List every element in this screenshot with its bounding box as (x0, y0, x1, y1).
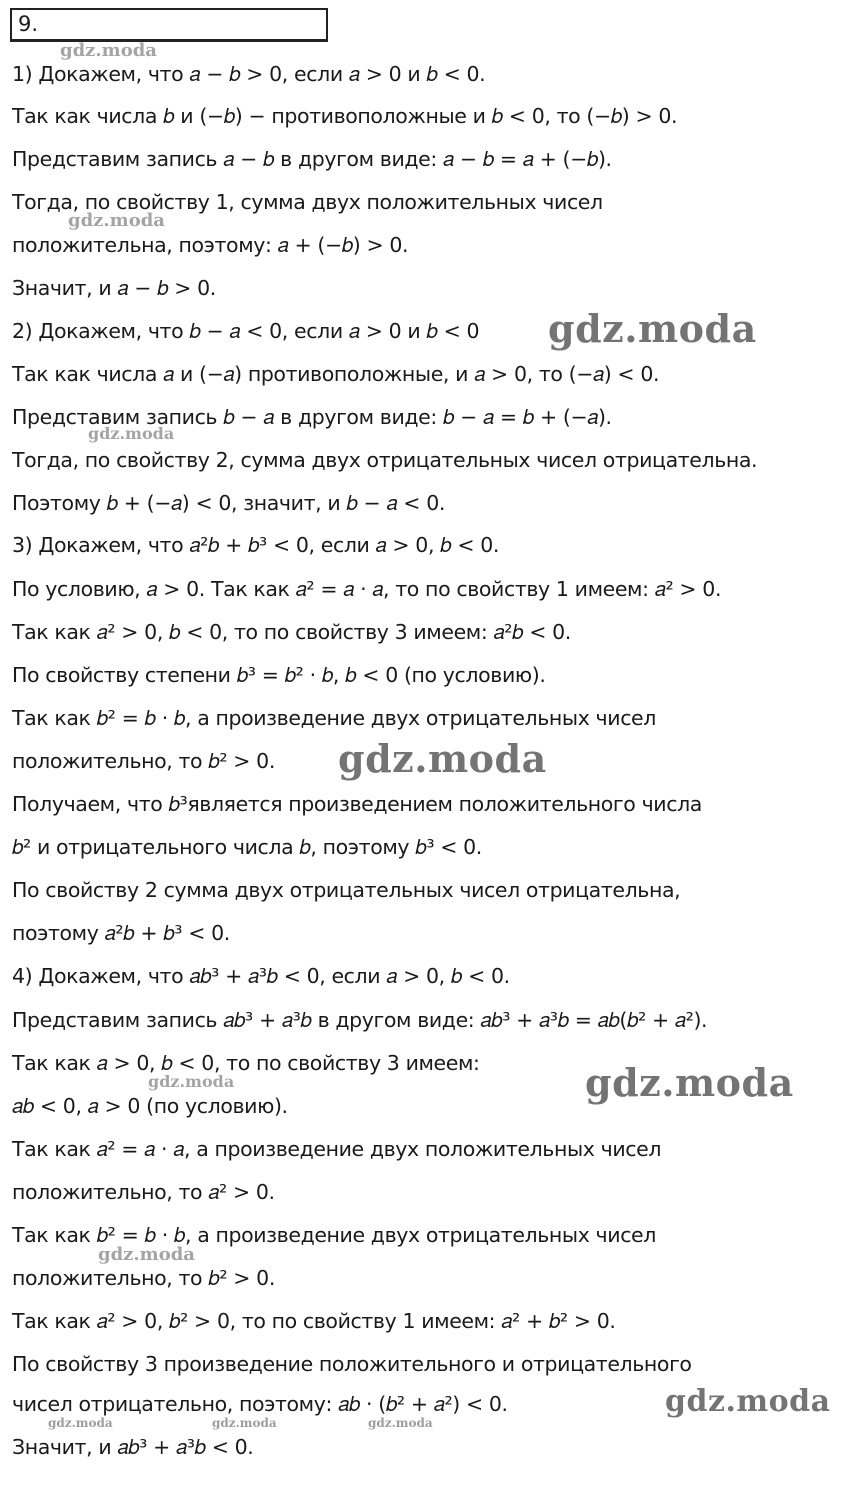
text-line-28: Так как 𝑏² = 𝑏 · 𝑏, а произведение двух отрицательных чисел (12, 1223, 656, 1247)
text-line-14: Так как 𝑎² > 0, 𝑏 < 0, то по свойству 3 имеем: 𝑎²𝑏 < 0. (12, 620, 571, 644)
text-line-3: Представим запись 𝑎 − 𝑏 в другом виде: 𝑎 − 𝑏 = 𝑎 + (−𝑏). (12, 147, 612, 171)
text-line-29: положительно, то 𝑏² > 0. (12, 1266, 275, 1290)
watermark: gdz.moda (368, 1416, 433, 1430)
text-line-6: Значит, и 𝑎 − 𝑏 > 0. (12, 276, 216, 300)
watermark: gdz.moda (338, 736, 547, 781)
text-line-30: Так как 𝑎² > 0, 𝑏² > 0, то по свойству 1 имеем: 𝑎² + 𝑏² > 0. (12, 1309, 616, 1333)
watermark: gdz.moda (212, 1416, 277, 1430)
text-line-33: Значит, и 𝑎𝑏³ + 𝑎³𝑏 < 0. (12, 1435, 254, 1459)
exercise-header-box (10, 8, 328, 42)
text-line-22: 4) Докажем, что 𝑎𝑏³ + 𝑎³𝑏 < 0, если 𝑎 > 0, 𝑏 < 0. (12, 964, 510, 988)
watermark: gdz.moda (585, 1060, 794, 1105)
text-line-26: Так как 𝑎² = 𝑎 · 𝑎, а произведение двух положительных чисел (12, 1137, 662, 1161)
text-line-32: чисел отрицательно, поэтому: 𝑎𝑏 · (𝑏² + 𝑎²) < 0. (12, 1392, 508, 1416)
watermark: gdz.moda (60, 40, 157, 61)
text-line-12: 3) Докажем, что 𝑎²𝑏 + 𝑏³ < 0, если 𝑎 > 0, 𝑏 < 0. (12, 533, 500, 557)
text-line-15: По свойству степени 𝑏³ = 𝑏² · 𝑏, 𝑏 < 0 (по условию). (12, 663, 546, 687)
watermark: gdz.moda (548, 306, 757, 351)
text-line-4: Тогда, по свойству 1, сумма двух положительных чисел (12, 190, 603, 214)
watermark: gdz.moda (48, 1416, 113, 1430)
text-line-11: Поэтому 𝑏 + (−𝑎) < 0, значит, и 𝑏 − 𝑎 < 0. (12, 491, 445, 515)
text-line-31: По свойству 3 произведение положительного и отрицательного (12, 1352, 692, 1376)
watermark: gdz.moda (88, 424, 175, 443)
text-line-1: 1) Докажем, что 𝑎 − 𝑏 > 0, если 𝑎 > 0 и 𝑏 < 0. (12, 62, 486, 86)
text-line-5: положительна, поэтому: 𝑎 + (−𝑏) > 0. (12, 233, 409, 257)
watermark: gdz.moda (98, 1244, 195, 1265)
text-line-24: Так как 𝑎 > 0, 𝑏 < 0, то по свойству 3 имеем: (12, 1051, 480, 1075)
watermark: gdz.moda (68, 210, 165, 231)
text-line-19: 𝑏² и отрицательного числа 𝑏, поэтому 𝑏³ < 0. (12, 835, 482, 859)
text-line-20: По свойству 2 сумма двух отрицательных чисел отрицательна, (12, 878, 681, 902)
watermark: gdz.moda (665, 1384, 831, 1419)
text-line-8: Так как числа 𝑎 и (−𝑎) противоположные, и 𝑎 > 0, то (−𝑎) < 0. (12, 362, 660, 386)
text-line-25: 𝑎𝑏 < 0, 𝑎 > 0 (по условию). (12, 1094, 288, 1118)
watermark: gdz.moda (148, 1072, 235, 1091)
text-line-9: Представим запись 𝑏 − 𝑎 в другом виде: 𝑏 − 𝑎 = 𝑏 + (−𝑎). (12, 405, 612, 429)
text-line-16: Так как 𝑏² = 𝑏 · 𝑏, а произведение двух отрицательных чисел (12, 706, 656, 730)
text-line-13: По условию, 𝑎 > 0. Так как 𝑎² = 𝑎 · 𝑎, то по свойству 1 имеем: 𝑎² > 0. (12, 577, 722, 601)
text-line-10: Тогда, по свойству 2, сумма двух отрицательных чисел отрицательна. (12, 448, 758, 472)
text-line-2: Так как числа 𝑏 и (−𝑏) − противоположные и 𝑏 < 0, то (−𝑏) > 0. (12, 104, 678, 128)
text-line-27: положительно, то 𝑎² > 0. (12, 1180, 275, 1204)
text-line-7: 2) Докажем, что 𝑏 − 𝑎 < 0, если 𝑎 > 0 и 𝑏 < 0 (12, 319, 480, 343)
text-line-23: Представим запись 𝑎𝑏³ + 𝑎³𝑏 в другом виде: 𝑎𝑏³ + 𝑎³𝑏 = 𝑎𝑏(𝑏² + 𝑎²). (12, 1008, 708, 1032)
text-line-18: Получаем, что 𝑏³является произведением положительного числа (12, 792, 702, 816)
exercise-number: 9. (18, 12, 39, 36)
text-line-17: положительно, то 𝑏² > 0. (12, 749, 275, 773)
text-line-21: поэтому 𝑎²𝑏 + 𝑏³ < 0. (12, 921, 230, 945)
